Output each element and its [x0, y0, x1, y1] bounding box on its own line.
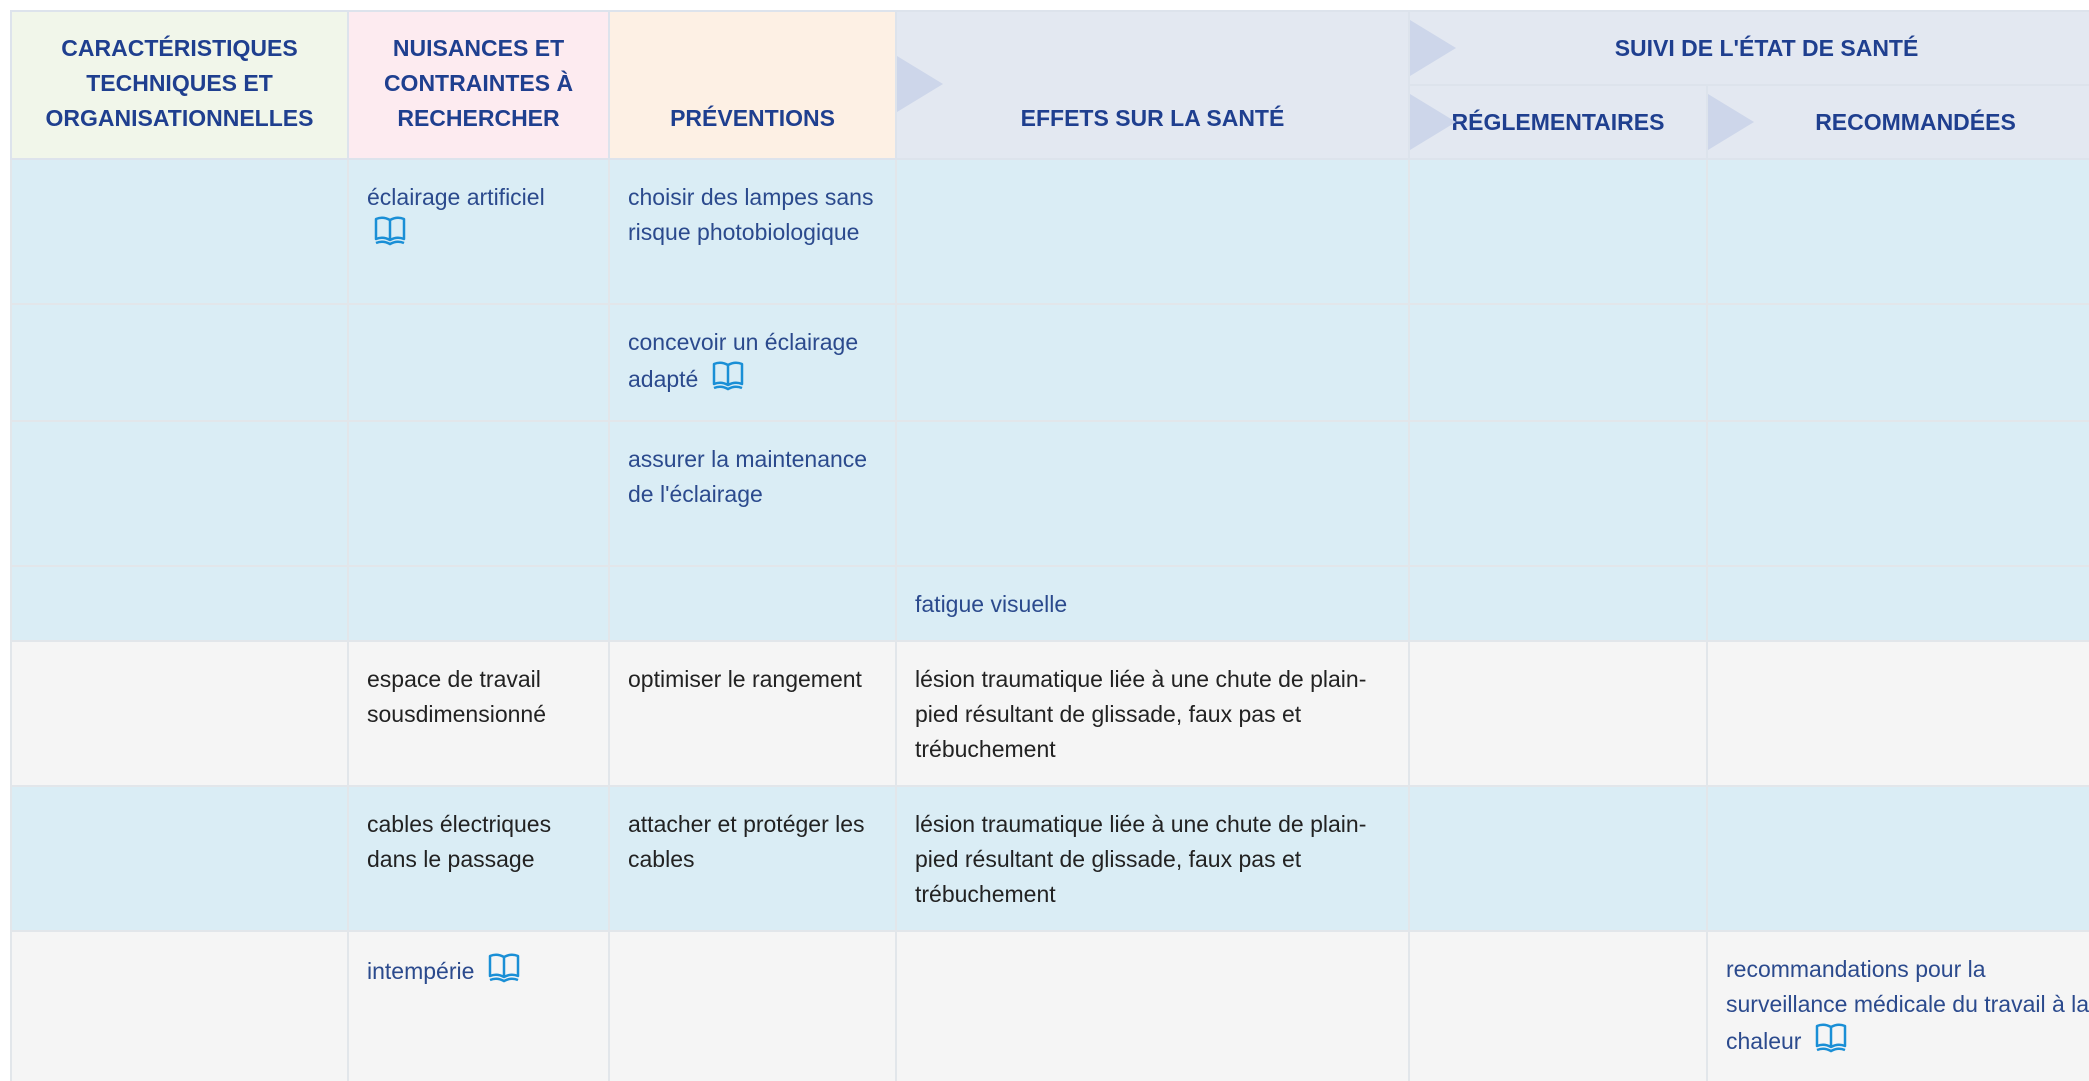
header-nuisances: NUISANCES ET CONTRAINTES À RECHERCHER	[348, 11, 609, 159]
cell-effets: lésion traumatique liée à une chute de plain-pied résultant de glissade, faux pas et trébuchement	[896, 786, 1409, 931]
cell-reglementaires	[1409, 641, 1707, 786]
cell-prevention: attacher et protéger les cables	[609, 786, 896, 931]
nuisance-link[interactable]: intempérie	[367, 958, 475, 985]
cell-prevention: optimiser le rangement	[609, 641, 896, 786]
arrow-icon	[1410, 94, 1456, 150]
table-row	[11, 566, 2089, 641]
table-row	[11, 304, 2089, 421]
cell-caracteristiques	[11, 641, 348, 786]
cell-effets	[896, 931, 1409, 1081]
header-effets-sante	[896, 11, 1409, 159]
risk-table	[10, 10, 2089, 1081]
cell-nuisance: cables électriques dans le passage	[348, 786, 609, 931]
header-recommandees	[1707, 85, 2089, 159]
table-row	[11, 641, 2089, 786]
cell-caracteristiques	[11, 566, 348, 641]
cell-effets[interactable]: fatigue visuelle	[896, 566, 1409, 641]
cell-caracteristiques	[11, 159, 348, 304]
book-icon[interactable]	[1814, 1022, 1848, 1064]
cell-nuisance: espace de travail sousdimensionné	[348, 641, 609, 786]
header-recommandees-label: RECOMMANDÉES	[1815, 108, 2016, 135]
cell-reglementaires	[1409, 304, 1707, 421]
header-reglementaires-label: RÉGLEMENTAIRES	[1451, 108, 1665, 135]
book-icon[interactable]	[711, 360, 745, 402]
header-preventions: PRÉVENTIONS	[609, 11, 896, 159]
cell-prevention[interactable]: assurer la maintenance de l'éclairage	[609, 421, 896, 566]
table-row	[11, 421, 2089, 566]
arrow-icon	[1410, 20, 1456, 76]
table-row	[11, 159, 2089, 304]
table-row	[11, 786, 2089, 931]
cell-recommandees	[1707, 421, 2089, 566]
cell-nuisance[interactable]	[348, 159, 609, 304]
cell-nuisance	[348, 566, 609, 641]
cell-prevention	[609, 931, 896, 1081]
cell-recommandees	[1707, 159, 2089, 304]
cell-nuisance	[348, 304, 609, 421]
nuisance-link[interactable]: éclairage artificiel	[367, 184, 545, 210]
cell-effets: lésion traumatique liée à une chute de plain-pied résultant de glissade, faux pas et trébuchement	[896, 641, 1409, 786]
cell-prevention[interactable]: choisir des lampes sans risque photobiologique	[609, 159, 896, 304]
cell-nuisance	[348, 421, 609, 566]
cell-effets	[896, 304, 1409, 421]
cell-reglementaires	[1409, 566, 1707, 641]
cell-recommandees	[1707, 641, 2089, 786]
cell-effets	[896, 421, 1409, 566]
cell-caracteristiques	[11, 421, 348, 566]
cell-prevention[interactable]	[609, 304, 896, 421]
cell-effets	[896, 159, 1409, 304]
cell-recommandees	[1707, 786, 2089, 931]
header-suivi-sante-label: SUIVI DE L'ÉTAT DE SANTÉ	[1614, 34, 1919, 61]
cell-recommandees	[1707, 304, 2089, 421]
table-row	[11, 931, 2089, 1081]
cell-reglementaires	[1409, 931, 1707, 1081]
prevention-link[interactable]: concevoir un éclairage adapté	[628, 329, 859, 393]
header-suivi-sante	[1409, 11, 2089, 85]
arrow-icon	[1708, 94, 1754, 150]
cell-recommandees[interactable]	[1707, 931, 2089, 1081]
cell-caracteristiques	[11, 304, 348, 421]
cell-reglementaires	[1409, 786, 1707, 931]
header-effets-sante-label: EFFETS SUR LA SANTÉ	[1020, 105, 1285, 131]
cell-reglementaires	[1409, 159, 1707, 304]
cell-caracteristiques	[11, 931, 348, 1081]
cell-recommandees	[1707, 566, 2089, 641]
cell-caracteristiques	[11, 786, 348, 931]
cell-reglementaires	[1409, 421, 1707, 566]
book-icon[interactable]	[487, 952, 521, 994]
cell-prevention	[609, 566, 896, 641]
arrow-icon	[897, 56, 943, 112]
header-reglementaires	[1409, 85, 1707, 159]
book-icon[interactable]	[373, 215, 407, 257]
recommandation-link[interactable]: recommandations pour la surveillance médicale du travail à la chaleur	[1726, 956, 2089, 1055]
risk-table-container	[10, 10, 2089, 1081]
header-caracteristiques: CARACTÉRISTIQUES TECHNIQUES ET ORGANISATIONNELLES	[11, 11, 348, 159]
cell-nuisance[interactable]	[348, 931, 609, 1081]
